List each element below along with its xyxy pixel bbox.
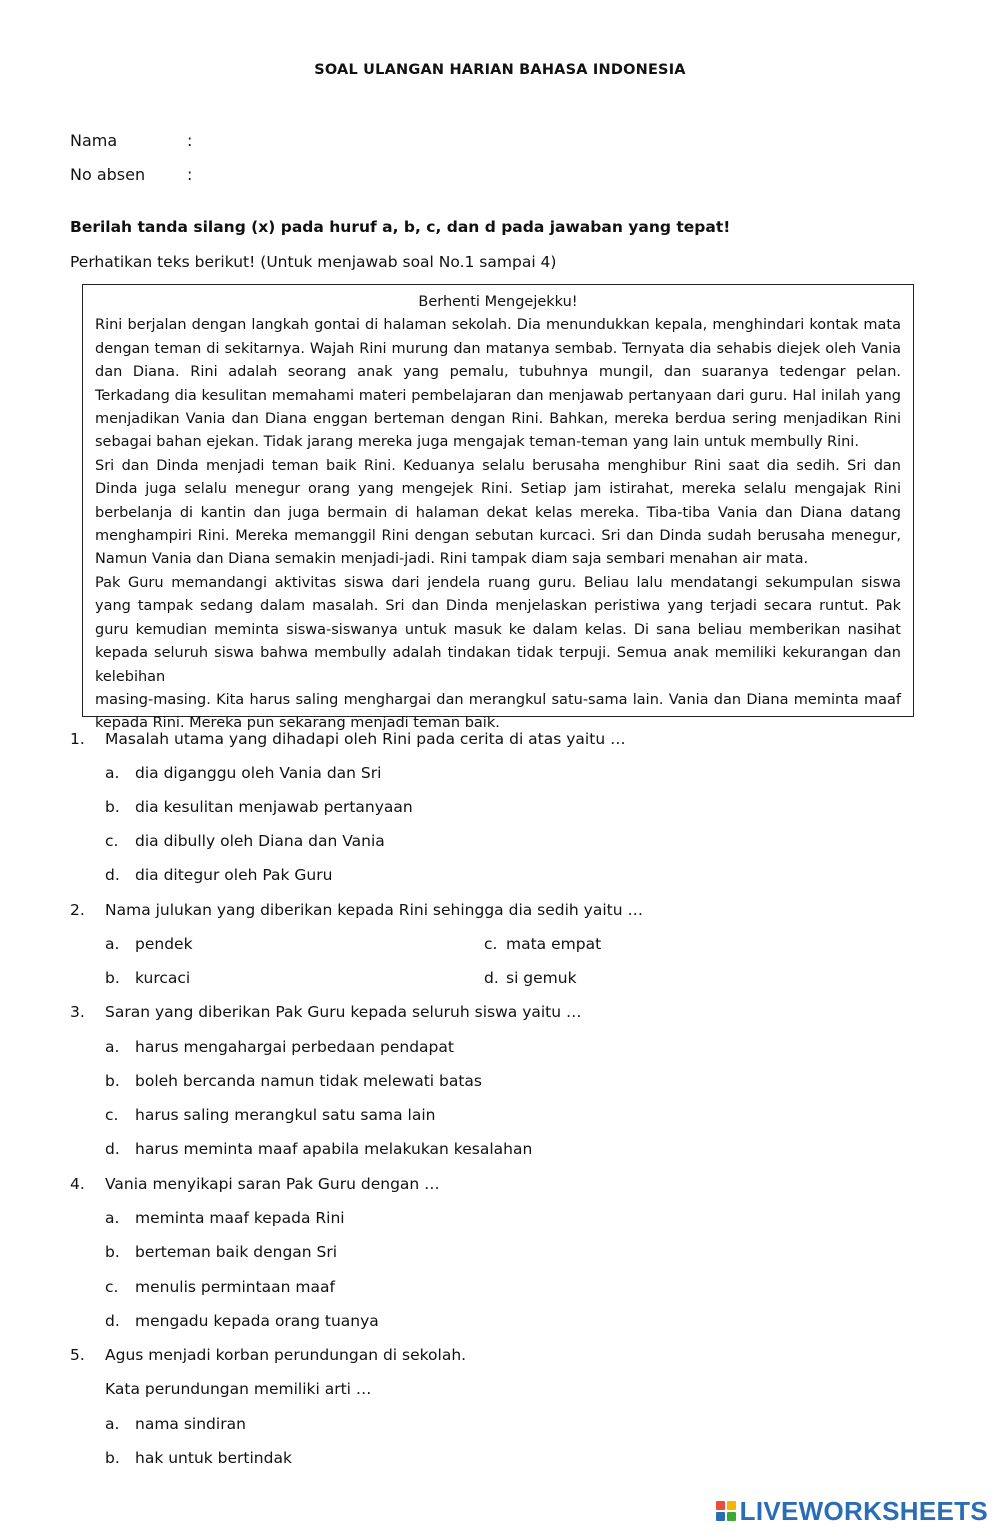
logo-cell: [716, 1501, 725, 1510]
option-text[interactable]: dia ditegur oleh Pak Guru: [135, 866, 333, 884]
option-letter[interactable]: a.: [105, 1038, 120, 1056]
question-number: 1.: [70, 730, 85, 748]
option-letter[interactable]: a.: [105, 764, 120, 782]
story-box: [82, 284, 914, 732]
option-letter[interactable]: a.: [105, 935, 120, 953]
option-text[interactable]: harus saling merangkul satu sama lain: [135, 1106, 436, 1124]
option-text[interactable]: dia diganggu oleh Vania dan Sri: [135, 764, 382, 782]
option-letter[interactable]: d.: [105, 1312, 120, 1330]
option-text[interactable]: mengadu kepada orang tuanya: [135, 1312, 379, 1330]
absen-label: No absen: [70, 165, 146, 184]
question-number: 4.: [70, 1175, 85, 1193]
option-text[interactable]: dia kesulitan menjawab pertanyaan: [135, 798, 413, 816]
logo-grid-icon: [716, 1501, 736, 1521]
option-text[interactable]: meminta maaf kepada Rini: [135, 1209, 345, 1227]
option-text[interactable]: harus meminta maaf apabila melakukan kesalahan: [135, 1140, 533, 1158]
option-letter[interactable]: a.: [105, 1209, 120, 1227]
story-paragraph: masing-masing. Kita harus saling menghargai dan merangkul satu-sama lain. Vania dan Diana meminta maaf kepada Rini. Mereka pun sekarang menjadi teman baik.: [95, 691, 901, 732]
option-text[interactable]: dia dibully oleh Diana dan Vania: [135, 832, 385, 850]
story-paragraph: Pak Guru memandangi aktivitas siswa dari jendela ruang guru. Beliau lalu mendatangi sekumpulan siswa yang tampak sedang dalam masalah. Sri dan Dinda menjelaskan peristiwa yang terjadi secara runtut. Pak guru kemudian meminta siswa-siswanya untuk masuk ke dalam kelas. Di sana beliau memberikan nasihat kepada seluruh siswa bahwa membully adalah tindakan tidak terpuji. Semua anak memiliki kekurangan dan kelebihan: [95, 574, 901, 685]
option-letter[interactable]: c.: [105, 1278, 119, 1296]
name-colon: :: [187, 131, 193, 150]
option-text[interactable]: mata empat: [506, 935, 602, 953]
option-text[interactable]: boleh bercanda namun tidak melewati batas: [135, 1072, 483, 1090]
question-subtext: Kata perundungan memiliki arti …: [105, 1380, 372, 1398]
option-letter[interactable]: b.: [105, 1449, 120, 1467]
option-letter[interactable]: b.: [105, 1243, 120, 1261]
question-text: Masalah utama yang dihadapi oleh Rini pada cerita di atas yaitu …: [105, 730, 626, 748]
logo-text: LIVEWORKSHEETS: [739, 1495, 988, 1526]
option-letter[interactable]: c.: [484, 935, 498, 953]
option-text[interactable]: si gemuk: [506, 969, 577, 987]
story-paragraph: Sri dan Dinda menjadi teman baik Rini. Keduanya selalu berusaha menghibur Rini saat dia sedih. Sri dan Dinda juga selalu menegur orang yang mengejek Rini. Setiap jam istirahat, mereka selalu mengajak Rini berbelanja di kantin dan juga bermain di halaman dekat kelas mereka. Tiba-tiba Vania dan Diana datang menghampiri Rini. Mereka memanggil Rini dengan sebutan kurcaci. Sri dan Dinda sudah berusaha menegur, Namun Vania dan Diana semakin menjadi-jadi. Rini tampak diam saja sembari menahan air mata.: [95, 457, 901, 568]
absen-colon: :: [187, 165, 193, 184]
option-text[interactable]: pendek: [135, 935, 193, 953]
option-text[interactable]: menulis permintaan maaf: [135, 1278, 335, 1296]
question-number: 5.: [70, 1346, 85, 1364]
option-letter[interactable]: a.: [105, 1415, 120, 1433]
option-text[interactable]: kurcaci: [135, 969, 191, 987]
option-letter[interactable]: b.: [105, 798, 120, 816]
option-text[interactable]: hak untuk bertindak: [135, 1449, 292, 1467]
option-letter[interactable]: d.: [105, 1140, 120, 1158]
question-number: 2.: [70, 901, 85, 919]
logo-cell: [716, 1512, 725, 1521]
option-text[interactable]: harus mengahargai perbedaan pendapat: [135, 1038, 454, 1056]
option-letter[interactable]: d.: [105, 866, 120, 884]
question-text: Saran yang diberikan Pak Guru kepada seluruh siswa yaitu …: [105, 1003, 582, 1021]
liveworksheets-logo[interactable]: [716, 1496, 988, 1526]
name-label: Nama: [70, 131, 118, 150]
option-letter[interactable]: b.: [105, 1072, 120, 1090]
option-letter[interactable]: d.: [484, 969, 499, 987]
option-letter[interactable]: c.: [105, 832, 119, 850]
instruction: Berilah tanda silang (x) pada huruf a, b, c, dan d pada jawaban yang tepat!: [70, 218, 731, 236]
intro-text: Perhatikan teks berikut! (Untuk menjawab soal No.1 sampai 4): [70, 253, 557, 271]
option-letter[interactable]: b.: [105, 969, 120, 987]
page-title: SOAL ULANGAN HARIAN BAHASA INDONESIA: [314, 62, 686, 78]
logo-cell: [727, 1512, 736, 1521]
question-number: 3.: [70, 1003, 85, 1021]
story-paragraph: Rini berjalan dengan langkah gontai di halaman sekolah. Dia menundukkan kepala, menghindari kontak mata dengan teman di sekitarnya. Wajah Rini murung dan matanya sembab. Ternyata dia sehabis diejek oleh Vania dan Diana. Rini adalah seorang anak yang pemalu, tubuhnya mungil, dan suaranya tedengar pelan. Terkadang dia kesulitan memahami materi pembelajaran dan menjawab pertanyaan dari guru. Hal inilah yang menjadikan Vania dan Diana enggan berteman dengan Rini. Bahkan, mereka berdua sering menjadikan Rini sebagai bahan ejekan. Tidak jarang mereka juga mengajak teman-teman yang lain untuk membully Rini.: [95, 317, 901, 451]
option-text[interactable]: berteman baik dengan Sri: [135, 1243, 338, 1261]
logo-cell: [727, 1501, 736, 1510]
question-text: Vania menyikapi saran Pak Guru dengan …: [105, 1175, 440, 1193]
story-title: Berhenti Mengejekku!: [418, 294, 578, 310]
question-text: Agus menjadi korban perundungan di sekolah.: [105, 1346, 467, 1364]
option-text[interactable]: nama sindiran: [135, 1415, 246, 1433]
question-text: Nama julukan yang diberikan kepada Rini sehingga dia sedih yaitu …: [105, 901, 643, 919]
option-letter[interactable]: c.: [105, 1106, 119, 1124]
